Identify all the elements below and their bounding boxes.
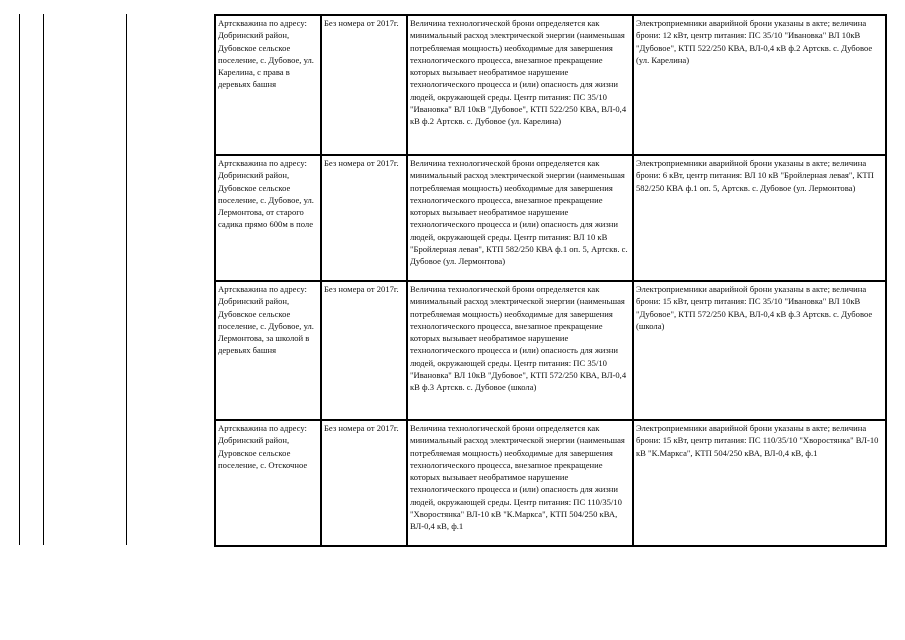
object-cell: Артскважина по адресу: Добринский район, Дубовское сельское поселение, с. Дубовое, ул. Лермонтова, за школой в деревьях башня: [215, 281, 321, 420]
margin-rule-3: [126, 14, 127, 545]
emergency-reserve-cell: Электроприемники аварийной брони указаны в акте; величина брони: 15 кВт, центр питания: ПС 110/35/10 "Хворостянка" ВЛ-10 кВ "К.Маркса", КТП 504/250 кВА, ВЛ-0,4 кВ, ф.1: [633, 420, 886, 546]
table-row: [215, 155, 886, 281]
act-number-cell: Без номера от 2017г.: [321, 420, 407, 546]
tech-reserve-cell: Величина технологической брони определяется как минимальный расход электрической энергии (наименьшая потребляемая мощность) необходимые для завершения технологического процесса, внезапное прекращение которых вызывает необратимое нарушение технологического процесса и (или) опасность для жизни людей, окружающей среды. Центр питания: ПС 110/35/10 "Хворостянка" ВЛ-10 кВ "К.Маркса", КТП 504/250 кВА, ВЛ-0,4 кВ, ф.1: [407, 420, 633, 546]
table-row: [215, 281, 886, 420]
act-number-cell: Без номера от 2017г.: [321, 15, 407, 155]
emergency-reserve-cell: Электроприемники аварийной брони указаны в акте; величина брони: 6 кВт, центр питания: ВЛ 10 кВ "Бройлерная левая", КТП 582/250 КВА ф.1 оп. 5, Артскв. с. Дубовое (ул. Лермонтова): [633, 155, 886, 281]
object-cell: Артскважина по адресу: Добринский район, Дубовское сельское поселение, с. Дубовое, ул. Карелина, с права в деревьях башня: [215, 15, 321, 155]
act-number-cell: Без номера от 2017г.: [321, 281, 407, 420]
emergency-reserve-cell: Электроприемники аварийной брони указаны в акте; величина брони: 12 кВт, центр питания: ПС 35/10 "Ивановка" ВЛ 10кВ "Дубовое", КТП 522/250 КВА, ВЛ-0,4 кВ ф.2 Артскв. с. Дубовое (ул. Карелина): [633, 15, 886, 155]
object-cell: Артскважина по адресу: Добринский район, Дуровское сельское поселение, с. Отскочное: [215, 420, 321, 546]
tech-reserve-cell: Величина технологической брони определяется как минимальный расход электрической энергии (наименьшая потребляемая мощность) необходимые для завершения технологического процесса, внезапное прекращение которых вызывает необратимое нарушение технологического процесса и (или) опасность для жизни людей, окружающей среды. Центр питания: ПС 35/10 "Ивановка" ВЛ 10кВ "Дубовое", КТП 572/250 КВА, ВЛ-0,4 кВ ф.3 Артскв. с. Дубовое (школа): [407, 281, 633, 420]
tech-reserve-cell: Величина технологической брони определяется как минимальный расход электрической энергии (наименьшая потребляемая мощность) необходимые для завершения технологического процесса, внезапное прекращение которых вызывает необратимое нарушение технологического процесса и (или) опасность для жизни людей, окружающей среды. Центр питания: ПС 35/10 "Ивановка" ВЛ 10кВ "Дубовое", КТП 522/250 КВА, ВЛ-0,4 кВ ф.2 Артскв. с. Дубовое (ул. Карелина): [407, 15, 633, 155]
emergency-reserve-cell: Электроприемники аварийной брони указаны в акте; величина брони: 15 кВт, центр питания: ПС 35/10 "Ивановка" ВЛ 10кВ "Дубовое", КТП 572/250 КВА, ВЛ-0,4 кВ ф.3 Артскв. с. Дубовое (школа): [633, 281, 886, 420]
margin-rule-1: [19, 14, 20, 545]
reservation-table: [214, 14, 887, 547]
table-row: [215, 420, 886, 546]
table-row: [215, 15, 886, 155]
margin-rule-2: [43, 14, 44, 545]
act-number-cell: Без номера от 2017г.: [321, 155, 407, 281]
object-cell: Артскважина по адресу: Добринский район, Дубовское сельское поселение, с. Дубовое, ул. Лермонтова, от старого садика прямо 600м в поле: [215, 155, 321, 281]
tech-reserve-cell: Величина технологической брони определяется как минимальный расход электрической энергии (наименьшая потребляемая мощность) необходимые для завершения технологического процесса, внезапное прекращение которых вызывает необратимое нарушение технологического процесса и (или) опасность для жизни людей, окружающей среды. Центр питания: ВЛ 10 кВ "Бройлерная левая", КТП 582/250 КВА ф.1 оп. 5, Артскв. с. Дубовое (ул. Лермонтова): [407, 155, 633, 281]
